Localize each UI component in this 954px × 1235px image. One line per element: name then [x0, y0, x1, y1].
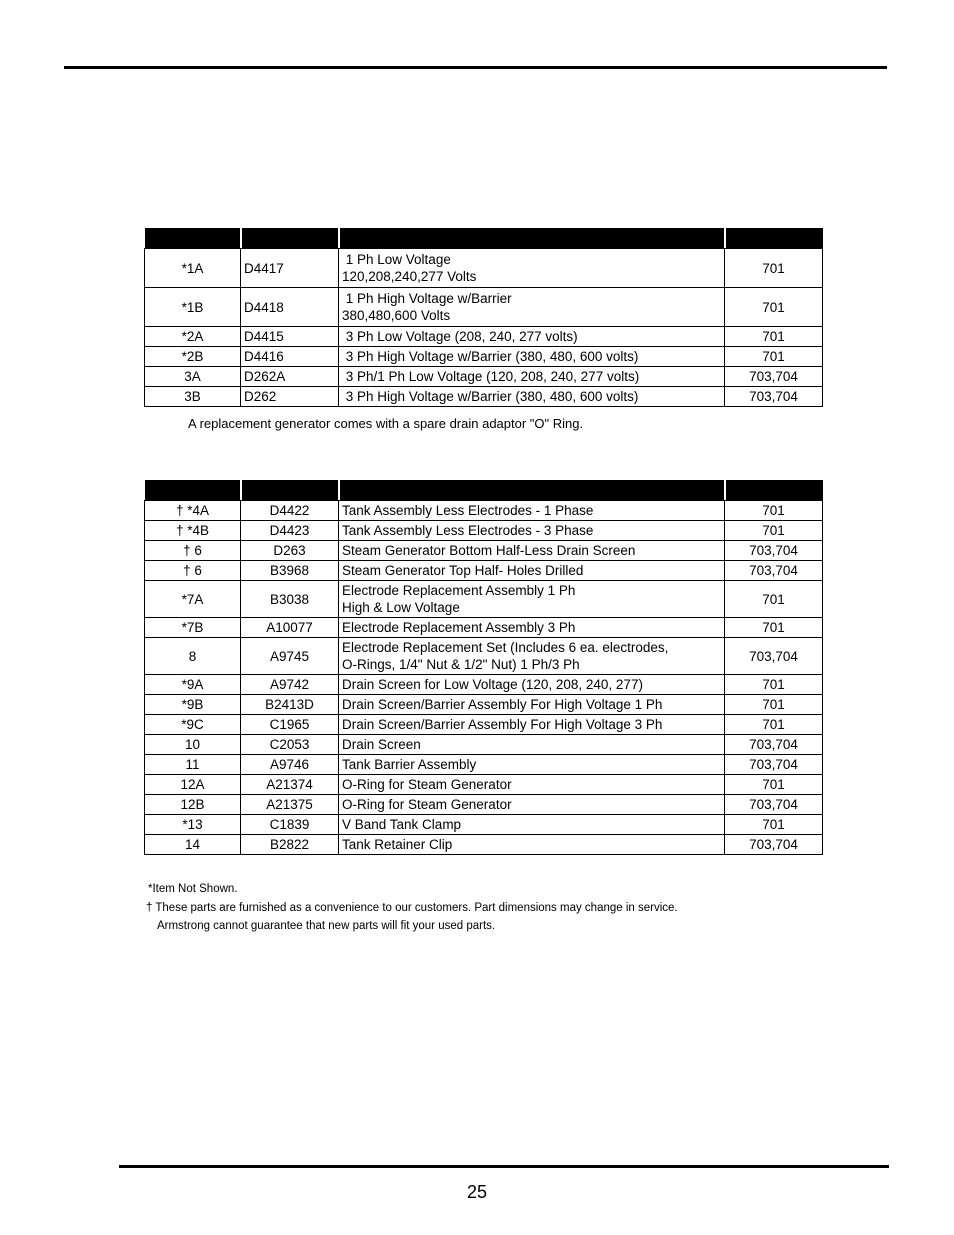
part-number-cell: A9745 — [241, 638, 339, 675]
item-cell: 3B — [145, 387, 241, 407]
description-cell — [339, 581, 725, 618]
table-row — [145, 327, 823, 347]
part-number-cell: D4415 — [241, 327, 339, 347]
description-line: Tank Retainer Clip — [342, 837, 453, 852]
table-row — [145, 775, 823, 795]
description-line: 3 Ph High Voltage w/Barrier (380, 480, 600 volts) — [342, 349, 639, 364]
item-cell: † *4A — [145, 501, 241, 521]
model-cell: 701 — [725, 327, 823, 347]
part-number-cell: C1965 — [241, 715, 339, 735]
top-rule — [64, 66, 887, 69]
header-cell — [725, 480, 823, 500]
header-cell — [241, 228, 339, 248]
header-cell — [145, 480, 241, 500]
description-cell — [339, 521, 725, 541]
description-line: Tank Assembly Less Electrodes - 1 Phase — [342, 503, 594, 518]
item-cell: † 6 — [145, 561, 241, 581]
item-cell: 14 — [145, 835, 241, 855]
part-number-cell: D4416 — [241, 347, 339, 367]
description-line: Drain Screen/Barrier Assembly For High Voltage 3 Ph — [342, 717, 663, 732]
item-cell: *9C — [145, 715, 241, 735]
description-cell — [339, 288, 725, 327]
part-number-cell: A21375 — [241, 795, 339, 815]
description-cell — [339, 835, 725, 855]
description-line: 3 Ph Low Voltage (208, 240, 277 volts) — [342, 329, 578, 344]
description-line: Steam Generator Bottom Half-Less Drain Screen — [342, 543, 636, 558]
model-cell: 701 — [725, 618, 823, 638]
model-cell: 703,704 — [725, 638, 823, 675]
table-row — [145, 288, 823, 327]
bottom-rule — [119, 1165, 889, 1168]
model-cell: 703,704 — [725, 561, 823, 581]
table-header — [145, 228, 823, 248]
header-cell — [145, 228, 241, 248]
table-body — [145, 248, 823, 407]
model-cell: 701 — [725, 288, 823, 327]
item-cell: *1B — [145, 288, 241, 327]
model-cell: 701 — [725, 501, 823, 521]
item-cell: *2B — [145, 347, 241, 367]
description-cell — [339, 775, 725, 795]
description-cell — [339, 735, 725, 755]
model-cell: 701 — [725, 521, 823, 541]
description-cell — [339, 755, 725, 775]
description-line: Tank Barrier Assembly — [342, 757, 477, 772]
description-line: Electrode Replacement Assembly 1 Ph — [342, 583, 576, 598]
table-row — [145, 835, 823, 855]
table-row — [145, 618, 823, 638]
item-cell: *2A — [145, 327, 241, 347]
description-line: 3 Ph/1 Ph Low Voltage (120, 208, 240, 277 volts) — [342, 369, 640, 384]
item-cell: 12A — [145, 775, 241, 795]
description-line: O-Rings, 1/4" Nut & 1/2" Nut) 1 Ph/3 Ph — [342, 657, 580, 672]
description-cell — [339, 795, 725, 815]
part-number-cell: B3968 — [241, 561, 339, 581]
table-body — [145, 500, 823, 855]
table-row — [145, 521, 823, 541]
table-header — [145, 480, 823, 500]
model-cell: 703,704 — [725, 735, 823, 755]
model-cell: 701 — [725, 775, 823, 795]
description-line: 1 Ph Low Voltage — [342, 252, 451, 267]
model-cell: 701 — [725, 715, 823, 735]
item-cell: † 6 — [145, 541, 241, 561]
table-row — [145, 735, 823, 755]
description-cell — [339, 815, 725, 835]
description-cell — [339, 638, 725, 675]
table-row — [145, 581, 823, 618]
part-number-cell: D4422 — [241, 501, 339, 521]
description-cell — [339, 561, 725, 581]
item-cell: † *4B — [145, 521, 241, 541]
part-number-cell: A9742 — [241, 675, 339, 695]
description-line: O-Ring for Steam Generator — [342, 777, 512, 792]
header-cell — [339, 480, 725, 500]
tank-parts-table — [144, 480, 823, 855]
description-line: Electrode Replacement Assembly 3 Ph — [342, 620, 576, 635]
table-row — [145, 367, 823, 387]
description-line: High & Low Voltage — [342, 600, 460, 615]
table-row — [145, 561, 823, 581]
part-number-cell: A10077 — [241, 618, 339, 638]
model-cell: 703,704 — [725, 387, 823, 407]
description-line: 1 Ph High Voltage w/Barrier — [342, 291, 512, 306]
table-row — [145, 815, 823, 835]
description-line: Drain Screen for Low Voltage (120, 208, 240, 277) — [342, 677, 643, 692]
header-cell — [725, 228, 823, 248]
description-cell — [339, 249, 725, 288]
description-cell — [339, 715, 725, 735]
item-cell: *7A — [145, 581, 241, 618]
part-number-cell: C2053 — [241, 735, 339, 755]
footnote-convenience: † These parts are furnished as a convenience to our customers. Part dimensions may change in service. — [146, 902, 678, 914]
model-cell: 703,704 — [725, 835, 823, 855]
table-row — [145, 755, 823, 775]
part-number-cell: D263 — [241, 541, 339, 561]
table-row — [145, 249, 823, 288]
footnote-item-not-shown: *Item Not Shown. — [148, 883, 238, 895]
part-number-cell: B3038 — [241, 581, 339, 618]
part-number-cell: D4417 — [241, 249, 339, 288]
model-cell: 703,704 — [725, 755, 823, 775]
description-line: Electrode Replacement Set (Includes 6 ea. electrodes, — [342, 640, 669, 655]
table-row — [145, 347, 823, 367]
table-row — [145, 695, 823, 715]
description-line: O-Ring for Steam Generator — [342, 797, 512, 812]
model-cell: 701 — [725, 581, 823, 618]
item-cell: 8 — [145, 638, 241, 675]
description-cell — [339, 695, 725, 715]
item-cell: 3A — [145, 367, 241, 387]
description-cell — [339, 618, 725, 638]
description-cell — [339, 501, 725, 521]
generator-parts-table — [144, 228, 823, 407]
model-cell: 701 — [725, 695, 823, 715]
model-cell: 701 — [725, 347, 823, 367]
part-number-cell: A9746 — [241, 755, 339, 775]
item-cell: 10 — [145, 735, 241, 755]
part-number-cell: C1839 — [241, 815, 339, 835]
item-cell: *7B — [145, 618, 241, 638]
page-number: 25 — [466, 1182, 488, 1202]
table-row — [145, 541, 823, 561]
description-cell — [339, 347, 725, 367]
footnote-guarantee: Armstrong cannot guarantee that new parts will fit your used parts. — [148, 920, 496, 932]
model-cell: 701 — [725, 815, 823, 835]
item-cell: *9B — [145, 695, 241, 715]
description-cell — [339, 367, 725, 387]
table-row — [145, 715, 823, 735]
table-row — [145, 795, 823, 815]
model-cell: 701 — [725, 249, 823, 288]
description-line: 3 Ph High Voltage w/Barrier (380, 480, 600 volts) — [342, 389, 639, 404]
model-cell: 701 — [725, 675, 823, 695]
table-row — [145, 638, 823, 675]
model-cell: 703,704 — [725, 795, 823, 815]
description-line: Drain Screen/Barrier Assembly For High Voltage 1 Ph — [342, 697, 663, 712]
table-row — [145, 675, 823, 695]
description-line: Tank Assembly Less Electrodes - 3 Phase — [342, 523, 594, 538]
description-line: 120,208,240,277 Volts — [342, 269, 477, 284]
item-cell: 11 — [145, 755, 241, 775]
description-line: V Band Tank Clamp — [342, 817, 462, 832]
description-cell — [339, 675, 725, 695]
description-line: Drain Screen — [342, 737, 421, 752]
part-number-cell: D262 — [241, 387, 339, 407]
description-line: 380,480,600 Volts — [342, 308, 451, 323]
item-cell: 12B — [145, 795, 241, 815]
description-cell — [339, 387, 725, 407]
part-number-cell: A21374 — [241, 775, 339, 795]
model-cell: 703,704 — [725, 541, 823, 561]
part-number-cell: D4423 — [241, 521, 339, 541]
description-line: Steam Generator Top Half- Holes Drilled — [342, 563, 584, 578]
part-number-cell: B2822 — [241, 835, 339, 855]
model-cell: 703,704 — [725, 367, 823, 387]
item-cell: *9A — [145, 675, 241, 695]
header-cell — [339, 228, 725, 248]
item-cell: *1A — [145, 249, 241, 288]
table-row — [145, 387, 823, 407]
description-cell — [339, 327, 725, 347]
part-number-cell: D262A — [241, 367, 339, 387]
part-number-cell: B2413D — [241, 695, 339, 715]
description-cell — [339, 541, 725, 561]
item-cell: *13 — [145, 815, 241, 835]
header-cell — [241, 480, 339, 500]
part-number-cell: D4418 — [241, 288, 339, 327]
replacement-note: A replacement generator comes with a spare drain adaptor "O" Ring. — [188, 416, 584, 431]
table-row — [145, 501, 823, 521]
